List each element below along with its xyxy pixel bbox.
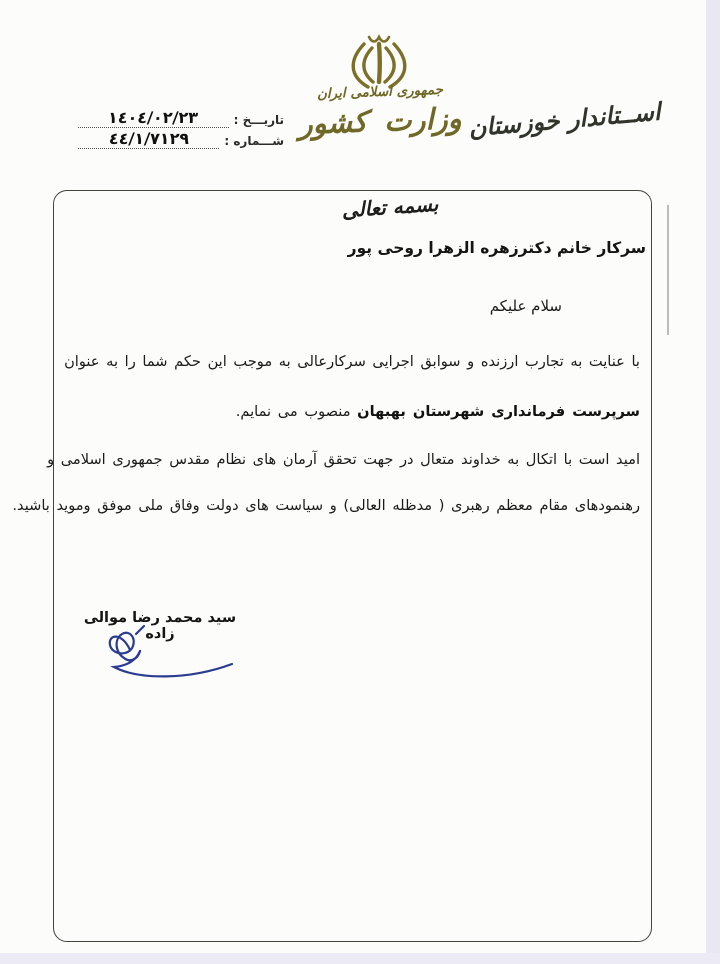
date-label: تاریـــخ : bbox=[233, 113, 284, 127]
iran-emblem-icon bbox=[346, 30, 412, 86]
ministry-of-interior-text: وزارت کشور bbox=[297, 101, 463, 141]
republic-of-iran-text: جمهوری اسلامی ایران bbox=[316, 81, 444, 103]
number-dotted-line bbox=[78, 131, 219, 149]
signer-name: سید محمد رضا موالی زاده bbox=[83, 610, 237, 642]
body-line-2 bbox=[68, 403, 640, 420]
letter-meta-block bbox=[78, 110, 284, 149]
date-value: ١٤٠٤/٠٢/٢٣ bbox=[107, 108, 199, 127]
appointment-rest: منصوب می نمایم. bbox=[235, 403, 358, 420]
number-value: ٤٤/١/٧١٢٩ bbox=[108, 129, 190, 148]
addressee-line: سرکار خانم دکترزهره الزهرا روحی پور bbox=[347, 239, 646, 257]
handwritten-signature-icon bbox=[84, 622, 242, 692]
appointment-title: سرپرست فرمانداری شهرستان بهبهان bbox=[357, 403, 640, 420]
body-line-4: رهنمودهای مقام معظم رهبری ( مدظله العالی) و سیاست های دولت وفاق ملی موفق وموید باشید. bbox=[12, 497, 640, 514]
number-row bbox=[78, 131, 284, 149]
scan-edge-right bbox=[706, 0, 720, 964]
scan-edge-bottom bbox=[0, 953, 720, 964]
scan-artifact-line bbox=[667, 205, 669, 335]
body-line-3: امید است با اتکال به خداوند متعال در جهت تحقق آرمان های نظام مقدس جمهوری اسلامی و bbox=[47, 451, 640, 468]
greeting-line: سلام علیکم bbox=[489, 297, 562, 315]
body-line-1: با عنایت به تجارب ارزنده و سوابق اجرایی سرکارعالی به موجب این حکم شما را به عنوان bbox=[64, 353, 640, 370]
date-dotted-line bbox=[78, 110, 229, 128]
number-label: شـــماره : bbox=[224, 134, 284, 148]
governor-office-calligraphy: اســتاندار خوزستان bbox=[467, 97, 662, 143]
besmellah-calligraphy: بسمه تعالی bbox=[340, 191, 440, 223]
date-row bbox=[78, 110, 284, 128]
